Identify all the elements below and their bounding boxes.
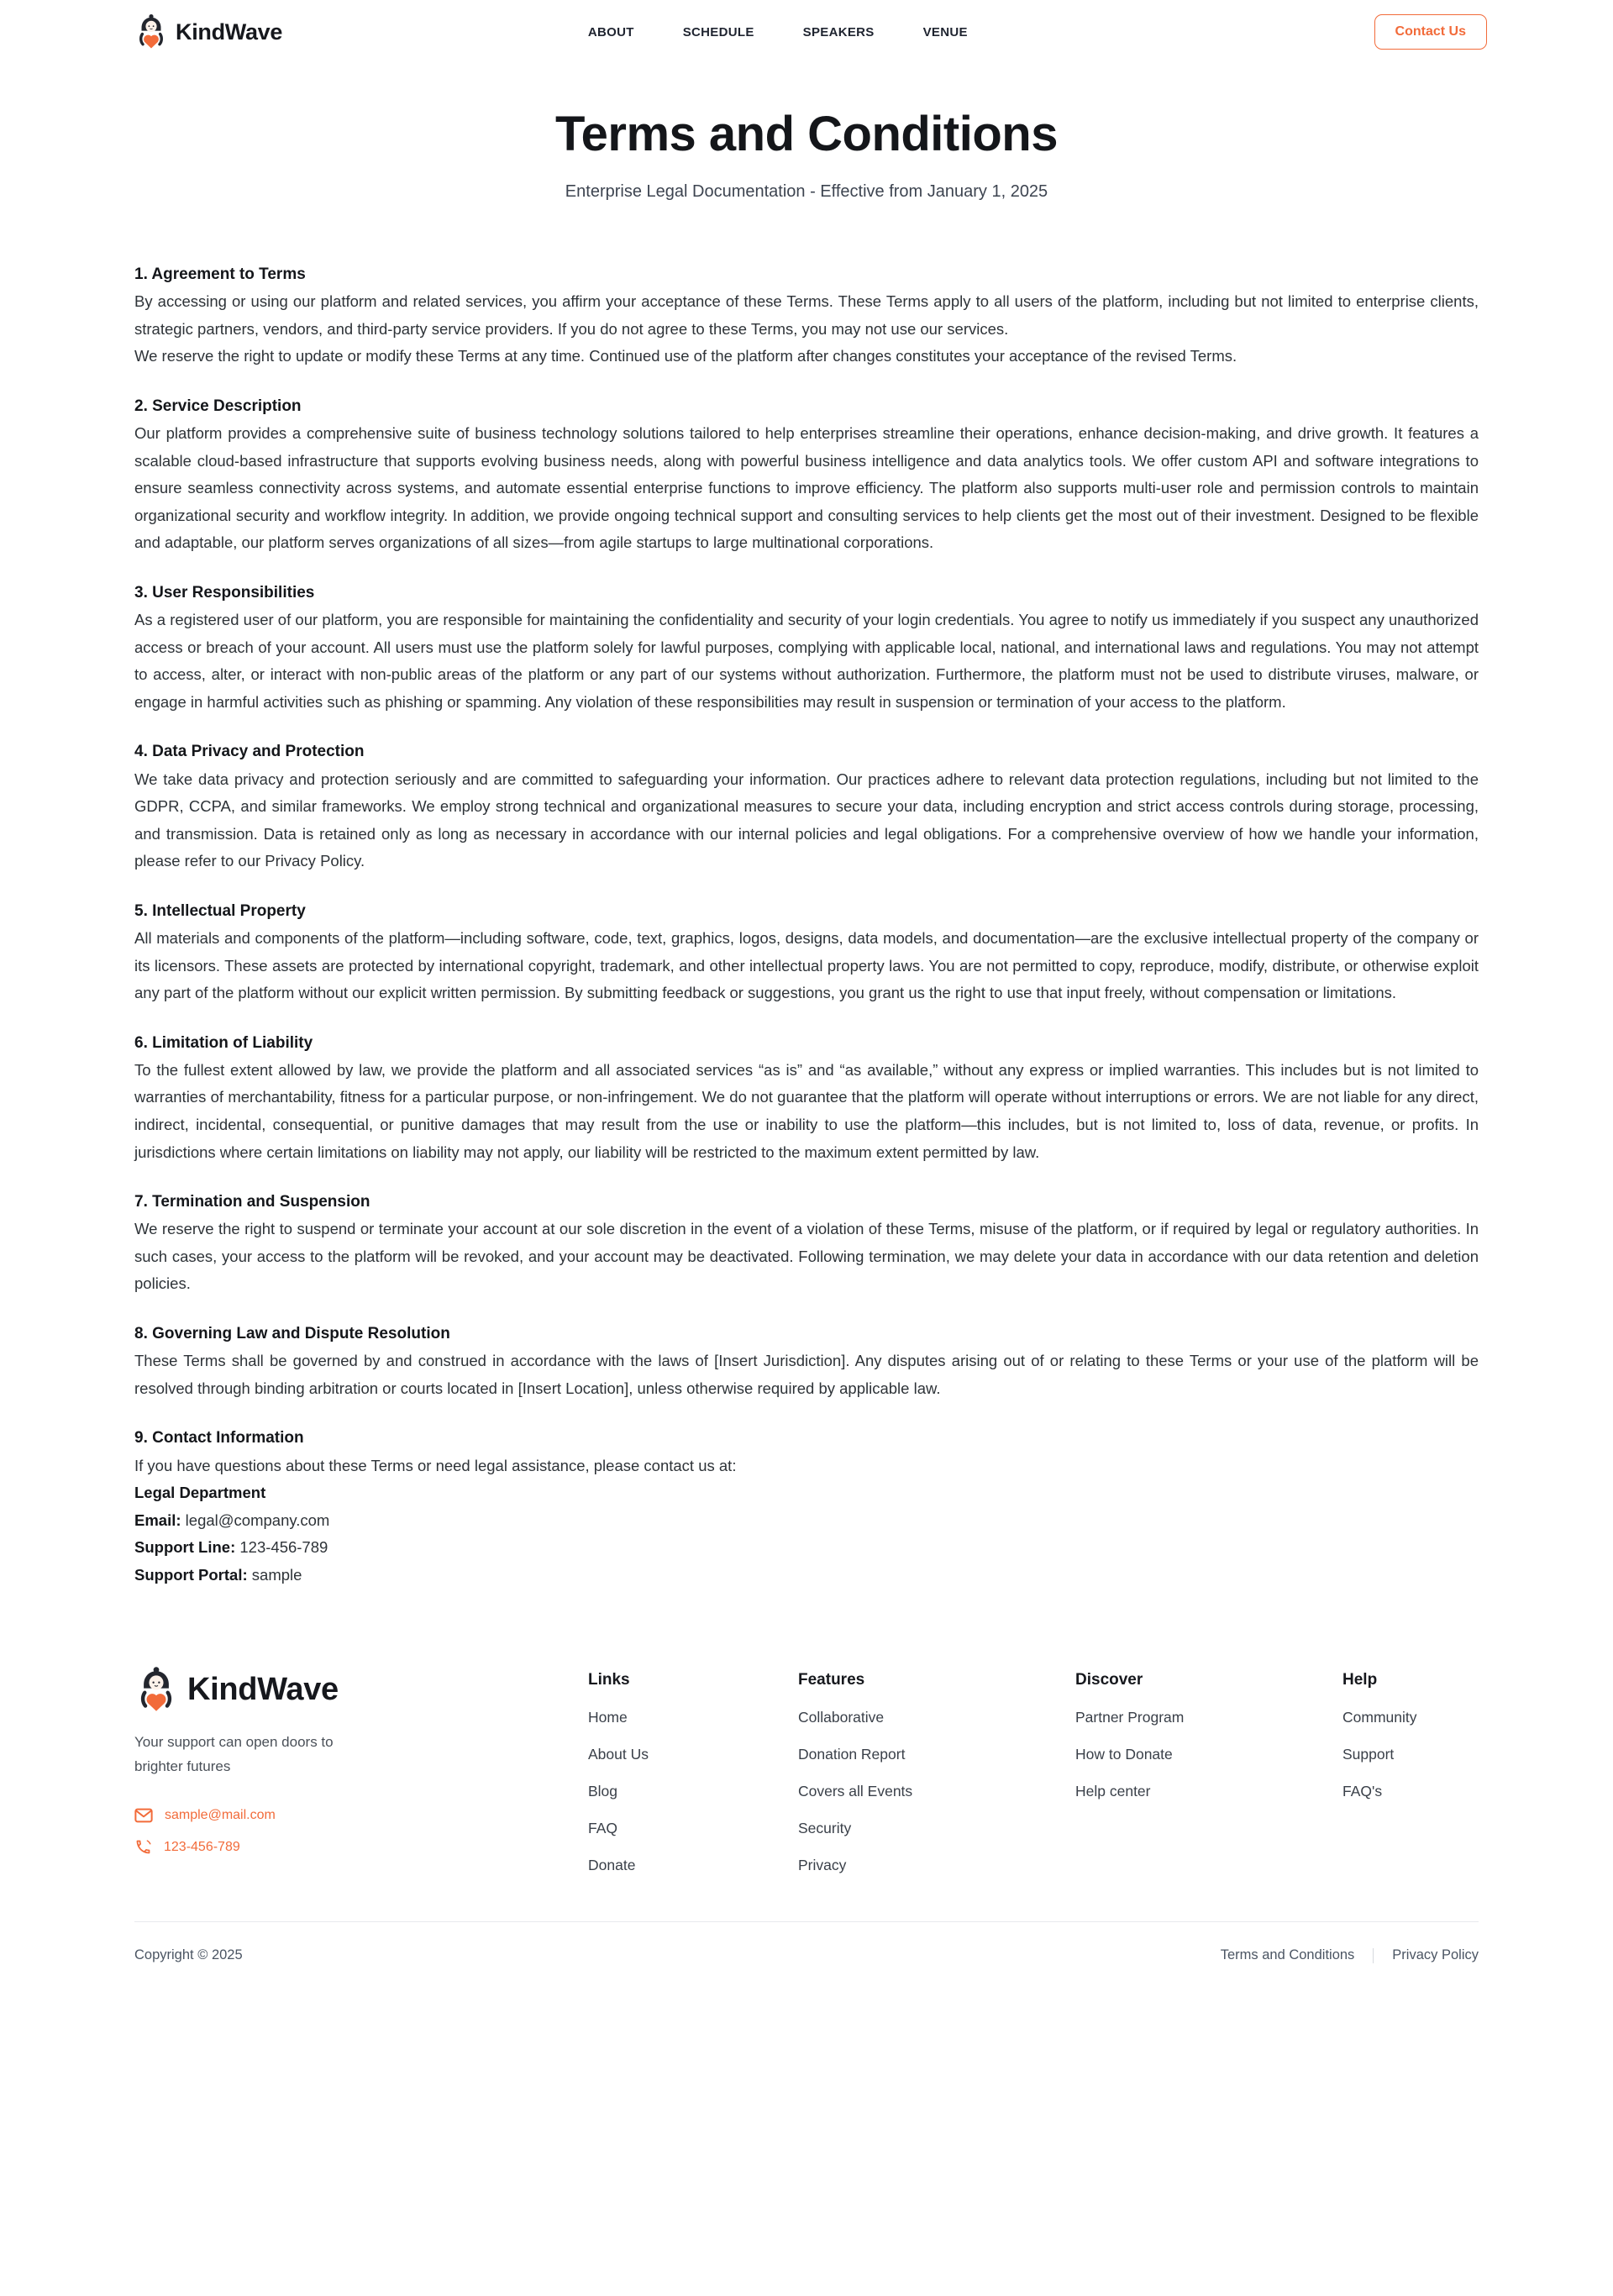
brand-name: KindWave bbox=[176, 18, 283, 45]
mail-icon bbox=[134, 1808, 153, 1823]
terms-section bbox=[134, 260, 1479, 370]
page-title: Terms and Conditions bbox=[555, 107, 1058, 161]
legal-link-privacy-policy[interactable]: Privacy Policy bbox=[1392, 1947, 1479, 1963]
footer-link-security[interactable]: Security bbox=[798, 1820, 852, 1837]
footer-link-privacy[interactable]: Privacy bbox=[798, 1857, 847, 1874]
section-paragraph: If you have questions about these Terms or need legal assistance, please contact us at: bbox=[134, 1456, 737, 1474]
site-header bbox=[0, 0, 1613, 60]
terms-section bbox=[134, 738, 1479, 875]
section-paragraph: We reserve the right to suspend or terminate your account at our sole discretion in the event of a violation of these Terms, misuse of the platform, or if required by legal or regulatory authorities. In such cases, your access to the platform will be revoked, and your account may be deactivated. Following termination, we may delete your data in accordance with our data retention and deletion policies. bbox=[134, 1220, 1479, 1293]
footer-contact-sample-mail-com[interactable] bbox=[134, 1808, 489, 1823]
header-logo[interactable] bbox=[134, 13, 282, 50]
footer-link-faq[interactable]: FAQ bbox=[588, 1820, 618, 1837]
footer-logo[interactable] bbox=[134, 1666, 489, 1714]
nav-item-speakers[interactable]: SPEAKERS bbox=[802, 24, 875, 39]
footer-column-title: Help bbox=[1342, 1671, 1378, 1689]
kindwave-logo-icon bbox=[134, 13, 168, 50]
legal-link-terms-and-conditions[interactable]: Terms and Conditions bbox=[1220, 1947, 1355, 1963]
footer-column-title: Links bbox=[588, 1671, 630, 1689]
section-paragraph: We reserve the right to update or modify these Terms at any time. Continued use of the platform after changes constitutes your acceptance of the revised Terms. bbox=[134, 347, 1237, 365]
section-heading: 4. Data Privacy and Protection bbox=[134, 743, 365, 761]
footer-contact-123-456-789[interactable] bbox=[134, 1838, 489, 1856]
footer-tagline: Your support can open doors to brighter futures bbox=[134, 1734, 334, 1775]
footer-column-help bbox=[1342, 1671, 1553, 1874]
section-heading: 6. Limitation of Liability bbox=[134, 1033, 313, 1052]
section-heading: 5. Intellectual Property bbox=[134, 901, 306, 920]
footer-link-collaborative[interactable]: Collaborative bbox=[798, 1709, 885, 1726]
footer-columns bbox=[588, 1666, 1553, 1874]
footer-link-partner-program[interactable]: Partner Program bbox=[1075, 1709, 1185, 1726]
footer-contact-text: sample@mail.com bbox=[165, 1808, 276, 1823]
nav-item-schedule[interactable]: SCHEDULE bbox=[682, 24, 754, 39]
section-paragraph: We take data privacy and protection seriously and are committed to safeguarding your information. Our practices adhere to relevant data protection regulations, including but not limited to the GDPR, CCPA, and similar frameworks. We employ strong technical and organizational measures to secure your data, including encryption and strict access controls during storage, processing, and transmission. Data is retained only as long as necessary in accordance with our internal policies and legal obligations. For a comprehensive overview of how we handle your information, please refer to our Privacy Policy. bbox=[134, 770, 1479, 870]
footer-column-title: Features bbox=[798, 1671, 865, 1689]
section-heading: 3. User Responsibilities bbox=[134, 583, 315, 602]
footer-contacts bbox=[134, 1808, 489, 1856]
footer-link-community[interactable]: Community bbox=[1342, 1709, 1417, 1726]
footer-column-features bbox=[798, 1671, 1075, 1874]
main-nav bbox=[282, 25, 1273, 39]
page-subtitle: Enterprise Legal Documentation - Effective from January 1, 2025 bbox=[565, 182, 1048, 201]
phone-icon bbox=[134, 1838, 152, 1856]
footer-contact-text: 123-456-789 bbox=[164, 1839, 240, 1854]
brand-name: KindWave bbox=[187, 1672, 339, 1708]
contact-lines bbox=[134, 1479, 1479, 1589]
section-paragraph: All materials and components of the platform—including software, code, text, graphics, logos, designs, data models, and documentation—are the exclusive intellectual property of the company or its licensors. These assets are protected by international copyright, trademark, and other intellectual property laws. You are not permitted to copy, reproduce, modify, distribute, or otherwise exploit any part of the platform without our explicit written permission. By submitting feedback or suggestions, you grant us the right to use that input freely, without compensation or limitations. bbox=[134, 929, 1479, 1002]
terms-section bbox=[134, 897, 1479, 1007]
section-paragraph: To the fullest extent allowed by law, we provide the platform and all associated services “as is” and “as available,” without any express or implied warranties. This includes but is not limited to warranties of merchantability, fitness for a particular purpose, or non-infringement. We do not guarantee that the platform will operate without interruptions or errors. We are not liable for any direct, indirect, incidental, consequential, or punitive damages that may result from the use or inability to use the platform—this includes, but is not limited to, loss of data, revenue, or profits. In jurisdictions where certain limitations on liability may not apply, our liability will be restricted to the maximum extent permitted by law. bbox=[134, 1060, 1479, 1161]
section-paragraph: Our platform provides a comprehensive suite of business technology solutions tailored to help enterprises streamline their operations, enhance decision-making, and drive growth. It features a scalable cloud-based infrastructure that supports evolving business needs, along with powerful business intelligence and data analytics tools. We offer custom API and software integrations to ensure seamless connectivity across systems, and automate essential enterprise functions to improve efficiency. The platform also supports multi-user role and permission controls to maintain organizational security and workflow integrity. In addition, we provide ongoing technical support and consulting services to help clients get the most out of their investment. Designed to be flexible and adaptable, our platform serves organizations of all sizes—from agile startups to large multinational corporations. bbox=[134, 424, 1479, 552]
section-heading: 7. Termination and Suspension bbox=[134, 1193, 370, 1211]
terms-section bbox=[134, 392, 1479, 557]
terms-section bbox=[134, 1424, 1479, 1589]
footer-column-title: Discover bbox=[1075, 1671, 1143, 1689]
contact-line: Support Line: 123-456-789 bbox=[134, 1538, 328, 1557]
terms-section bbox=[134, 1029, 1479, 1166]
nav-item-venue[interactable]: VENUE bbox=[922, 24, 968, 39]
footer-link-donate[interactable]: Donate bbox=[588, 1857, 636, 1874]
footer-link-blog[interactable]: Blog bbox=[588, 1783, 618, 1800]
section-paragraph: These Terms shall be governed by and construed in accordance with the laws of [Insert Jurisdiction]. Any disputes arising out of or relating to these Terms or your use of the platform will be resolved through binding arbitration or courts located in [Insert Location], unless otherwise required by applicable law. bbox=[134, 1352, 1479, 1397]
footer-column-discover bbox=[1075, 1671, 1342, 1874]
footer-link-faq-s[interactable]: FAQ's bbox=[1342, 1783, 1383, 1800]
section-heading: 1. Agreement to Terms bbox=[134, 265, 306, 283]
terms-section bbox=[134, 1320, 1479, 1402]
bottom-bar bbox=[134, 1921, 1479, 2002]
terms-content bbox=[0, 260, 1613, 1589]
section-paragraph: As a registered user of our platform, you are responsible for maintaining the confidentiality and security of your login credentials. You agree to notify us immediately if you suspect any unauthorized access or breach of your account. All users must use the platform solely for lawful purposes, complying with applicable local, national, and international laws and regulations. You may not attempt to access, alter, or interact with non-public areas of the platform or any part of our systems without authorization. Furthermore, the platform must not be used to distribute viruses, malware, or engage in harmful activities such as phishing or spamming. Any violation of these responsibilities may result in suspension or termination of your access to the platform. bbox=[134, 611, 1479, 711]
footer-link-how-to-donate[interactable]: How to Donate bbox=[1075, 1746, 1173, 1763]
section-heading: 9. Contact Information bbox=[134, 1429, 304, 1447]
contact-line: Support Portal: sample bbox=[134, 1565, 302, 1584]
copyright-text: Copyright © 2025 bbox=[134, 1947, 243, 1963]
legal-links bbox=[1221, 1947, 1479, 1963]
contact-us-button[interactable]: Contact Us bbox=[1374, 14, 1487, 50]
kindwave-logo-icon bbox=[134, 1666, 178, 1714]
nav-item-about[interactable]: ABOUT bbox=[587, 24, 634, 39]
legal-links-divider bbox=[1373, 1948, 1374, 1963]
footer-link-donation-report[interactable]: Donation Report bbox=[798, 1746, 906, 1763]
footer-link-home[interactable]: Home bbox=[588, 1709, 628, 1726]
terms-section bbox=[134, 579, 1479, 716]
contact-line: Legal Department bbox=[134, 1484, 266, 1502]
section-heading: 8. Governing Law and Dispute Resolution bbox=[134, 1324, 450, 1342]
footer-link-about-us[interactable]: About Us bbox=[588, 1746, 649, 1763]
footer-column-links bbox=[588, 1671, 798, 1874]
section-paragraph: By accessing or using our platform and related services, you affirm your acceptance of these Terms. These Terms apply to all users of the platform, including but not limited to enterprise clients, strategic partners, vendors, and third-party service providers. If you do not agree to these Terms, you may not use our services. bbox=[134, 292, 1479, 338]
contact-line: Email: legal@company.com bbox=[134, 1511, 330, 1529]
footer-link-covers-all-events[interactable]: Covers all Events bbox=[798, 1783, 913, 1800]
footer-link-support[interactable]: Support bbox=[1342, 1746, 1395, 1763]
footer-link-help-center[interactable]: Help center bbox=[1075, 1783, 1151, 1800]
section-heading: 2. Service Description bbox=[134, 397, 302, 415]
terms-section bbox=[134, 1188, 1479, 1298]
site-footer bbox=[0, 1666, 1613, 1874]
